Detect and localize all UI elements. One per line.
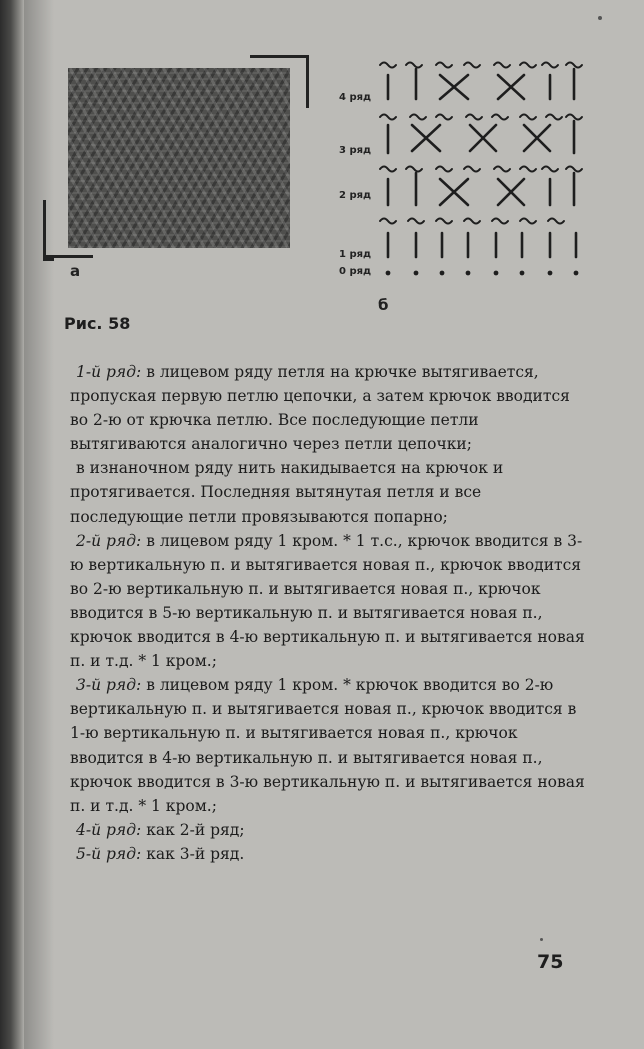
paragraph-text: в лицевом ряду петля на крючке вытягивается, пропуская первую петлю цепочки, а затем крючок вводится во 2-ю от крючка петлю. Все последующие петли вытягиваются аналогично через петли цепочки;	[70, 363, 570, 454]
row-heading: 4-й ряд:	[76, 820, 142, 839]
figure-caption: Рис. 58	[64, 314, 131, 333]
chart-row-0	[386, 271, 579, 276]
chart-row-4	[380, 63, 582, 100]
paragraph-row-3	[70, 673, 590, 818]
row-label-3: 3 ряд	[339, 145, 372, 156]
photo-corner-mark-top-right	[296, 55, 309, 108]
knitted-swatch-photo	[68, 68, 290, 248]
chart-row-3	[380, 115, 582, 154]
paragraph-row-5	[70, 842, 590, 866]
stitch-symbols	[380, 63, 582, 258]
paragraph-text: в лицевом ряду 1 кром. * 1 т.с., крючок вводится в 3-ю вертикальную п. и вытягивается новая п., крючок вводится во 2-ю вертикальную п. и вытягивается новая п., крючок вводится в 5-ю вертикальную п. и вытягивается новая п., крючок вводится в 4-ю вертикальную п. и вытягивается новая п. и т.д. * 1 кром.;	[70, 531, 585, 671]
row-heading: 1-й ряд:	[76, 363, 142, 381]
instructions-text	[70, 360, 590, 866]
paragraph-text: в лицевом ряду 1 кром. * крючок вводится во 2-ю вертикальную п. и вытягивается новая п., крючок вводится в 1-ю вертикальную п. и вытягивается новая п., крючок вводится в 4-ю вертикальную п. и вытягивается новая п., крючок вводится в 3-ю вертикальную п. и вытягивается новая п. и т.д. * 1 кром.;	[70, 676, 585, 815]
paragraph-row-4	[70, 818, 590, 842]
stitch-chart	[370, 55, 590, 285]
photo-corner-mark-bottom-left	[43, 200, 54, 261]
book-binding-shadow	[0, 0, 24, 1049]
paragraph-row-2	[70, 529, 590, 674]
print-speck	[540, 938, 543, 941]
page-number: 75	[537, 951, 564, 973]
photo-corner-mark-top	[250, 55, 306, 58]
paragraph-text: как 2-й ряд;	[146, 820, 245, 839]
chart-row-1	[380, 219, 576, 258]
row-heading: 3-й ряд:	[76, 676, 142, 695]
row-label-1: 1 ряд	[339, 249, 372, 260]
paragraph-text: как 3-й ряд.	[146, 844, 245, 863]
figure-panel-b-label: б	[378, 296, 389, 314]
chart-row-2	[380, 167, 582, 206]
row-label-2: 2 ряд	[339, 190, 372, 201]
paragraph-purl-row	[70, 456, 590, 528]
row-label-0: 0 ряд	[339, 266, 372, 277]
paragraph-text: в изнаночном ряду нить накидывается на крючок и протягивается. Последняя вытянутая петля и все последующие петли провязываются попарно;	[70, 459, 504, 526]
print-speck	[598, 16, 602, 20]
row-heading: 2-й ряд:	[76, 531, 142, 550]
row-heading: 5-й ряд:	[76, 844, 142, 863]
page-gutter-shade	[24, 0, 54, 1049]
photo-corner-mark-bottom	[43, 255, 93, 258]
figure-panel-a-label: а	[70, 262, 81, 280]
paragraph-row-1	[70, 360, 590, 456]
row-label-4: 4 ряд	[339, 92, 372, 103]
